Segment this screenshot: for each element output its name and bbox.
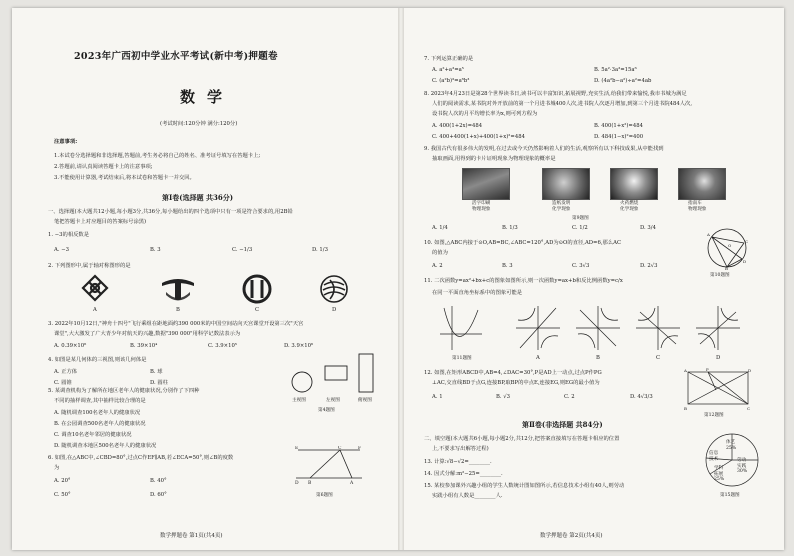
exam-info: (考试时间:120分钟 满分:120分) — [160, 121, 238, 127]
q11-option-a: A — [536, 355, 540, 361]
q5-option-d: D. 随机调查本地区500名老年人的健康状况 — [54, 443, 157, 449]
gunpowder-photo — [610, 168, 658, 200]
exam-title: 2023年广西初中学业水平考试(新中考)押题卷 — [74, 51, 278, 62]
page-footer: 数学押题卷 第2页(共4页) — [540, 533, 603, 539]
svg-text:A: A — [707, 232, 710, 237]
q6-option-b: B. 40° — [150, 478, 167, 484]
q4-option-d: D. 圆柱 — [150, 380, 169, 386]
q7-option-d: D. (4a²b−a²)÷a²=4ab — [594, 78, 652, 84]
page-1 — [12, 8, 398, 550]
q4-option-b: B. 球 — [150, 369, 163, 375]
question-6-stem: 6. 如图,在△ABC中,∠CBD=80°,过点C作EF∥AB,若∠ECA=50°,则∠B的度数 — [48, 455, 234, 461]
svg-text:A: A — [350, 481, 354, 486]
q7-option-a: A. a²+a³=a⁵ — [432, 67, 464, 73]
q11-graph-b — [574, 304, 622, 352]
q4-front-view — [290, 370, 314, 394]
question-4-stem: 4. 如图是某几何体的三视图,则该几何体是 — [48, 357, 147, 363]
q4-option-c: C. 圆锥 — [54, 380, 72, 386]
q2-option-d: D — [332, 307, 337, 313]
q4-view-label: 左视图 — [326, 398, 340, 403]
q11-option-b: B — [596, 355, 600, 361]
q9-option-b: B. 1/3 — [502, 225, 518, 231]
q6-option-c: C. 50° — [54, 492, 71, 498]
answer-blank[interactable]: ________. — [479, 471, 503, 477]
notice-item: 2.答题前,请认真阅读答题卡上的注意事项; — [54, 164, 153, 170]
q11-graph-a — [514, 304, 562, 352]
q5-option-c: C. 调查10名老年邻居的健康状况 — [54, 432, 132, 438]
page-2 — [404, 8, 784, 550]
question-8-line: 人们的阅读需求,某书院对外开放前的第一个月进书城400人次,进书院人次逐月增加,到第三个月进书院484人次, — [432, 101, 693, 107]
question-9-line: 9. 我国古代有很多伟大的发明,在过去或今天仍然影响着人们的生活,观察所有以下科技成果,从中能找到 — [424, 146, 664, 152]
q1-option-b: B. 3 — [150, 247, 161, 253]
q2-option-a: A — [93, 307, 97, 313]
q10-figure-caption: 第10题图 — [710, 273, 730, 278]
svg-text:C: C — [745, 239, 749, 244]
question-1-stem: 1. −3的相反数是 — [48, 232, 90, 238]
section-2-intro: 上,不要求写出解答过程) — [432, 446, 489, 452]
q12-option-d: D. 4√3/3 — [630, 394, 653, 400]
question-13-text: 13. 计算:√8−√2= — [424, 459, 469, 465]
q10-option-d: D. 2√3 — [640, 263, 658, 269]
question-10-line: 的值为 — [432, 250, 448, 256]
section-1-title: 第Ⅰ卷(选择题 共36分) — [162, 193, 234, 202]
svg-text:B: B — [308, 481, 312, 486]
question-6-stem-cont: 为 — [54, 465, 60, 471]
question-3-line: 课堂",大大激发了广大青少年对航天的兴趣,数据"390 000"用科学记数法表示为 — [54, 331, 241, 337]
question-15-tail: 人. — [495, 493, 503, 499]
q5-option-b: B. 在公园调查500名老年人的健康状况 — [54, 421, 146, 427]
pie-label: 学科 拓展 25% — [714, 466, 725, 482]
q3-option-b: B. 39×10⁴ — [130, 343, 158, 349]
q4-option-a: A. 正方体 — [54, 369, 78, 375]
answer-blank[interactable]: ________. — [468, 459, 492, 465]
q6-triangle-figure — [294, 446, 364, 488]
section-2-title: 第Ⅱ卷(非选择题 共84分) — [522, 420, 603, 429]
q11-option-c: C — [656, 355, 661, 361]
question-10-line: 10. 如图,△ABC内接于⊙O,AB=BC,∠ABC=120°,AD为⊙O的直径,AD=6,那么AC — [424, 240, 622, 246]
photo-caption: 活字印刷 物理现象 — [472, 201, 491, 212]
pie-label: 信息 技术 — [709, 451, 719, 462]
q12-rectangle-figure — [684, 368, 752, 410]
question-11-line: 在同一平面直角坐标系中的图象可能是 — [432, 290, 523, 296]
q1-option-d: D. 1/3 — [312, 247, 328, 253]
question-12-line: 12. 如图,在矩形ABCD中,AB=4,∠DAC=30°,P是AD上一动点,过点P作PG — [424, 370, 602, 376]
q12-option-b: B. √3 — [496, 394, 511, 400]
q11-graph-c — [634, 304, 682, 352]
question-8-line: 8. 2023年4月23日是第28个世界读书日,读书可以丰富知识,拓展视野,充实生活,给我们带来愉悦,我市书城为满足 — [424, 91, 687, 97]
q2-option-b: B — [176, 307, 180, 313]
page-footer: 数学押题卷 第1页(共4页) — [160, 533, 223, 539]
telecom-logo-icon — [160, 274, 196, 304]
q12-option-c: C. 2 — [564, 394, 575, 400]
compass-photo — [678, 168, 726, 200]
q11-figure-caption: 第11题图 — [452, 356, 472, 361]
question-7-stem: 7. 下列运算正确的是 — [424, 56, 474, 62]
question-2-stem: 2. 下列图形中,属于轴对称图形的是 — [48, 263, 131, 269]
pie-label: 劳动 实践 30% — [737, 458, 748, 474]
q7-option-c: C. (a²b)³=a⁶b³ — [432, 78, 470, 84]
question-15-line-2 — [432, 493, 503, 500]
q8-option-a: A. 400(1+2x)=484 — [432, 123, 483, 129]
question-15-text: 实践小组有人数是 — [432, 493, 475, 499]
q1-option-c: C. −1/3 — [232, 247, 253, 253]
q6-option-a: A. 20° — [54, 478, 71, 484]
svg-text:D: D — [743, 259, 747, 264]
q10-option-c: C. 3√3 — [572, 263, 590, 269]
svg-text:D: D — [295, 481, 299, 486]
q9-option-a: A. 1/4 — [432, 225, 448, 231]
q4-top-view — [358, 353, 374, 393]
answer-blank[interactable]: ________ — [474, 493, 496, 499]
knot-logo-icon — [78, 274, 112, 304]
q2-option-c: C — [255, 307, 260, 313]
svg-text:B: B — [725, 266, 728, 270]
q6-option-d: D. 60° — [150, 492, 167, 498]
svg-text:P: P — [706, 368, 709, 372]
question-14 — [424, 471, 503, 478]
question-5-line: 不同的抽样调查,其中抽样比较合理的是 — [54, 398, 146, 404]
notice-title: 注意事项: — [54, 139, 78, 145]
q3-option-c: C. 3.9×10⁵ — [208, 343, 237, 349]
q5-option-a: A. 随机调查100名老年人的健康状况 — [54, 410, 141, 416]
q7-option-b: B. 5a²·3a³=15a⁶ — [594, 67, 637, 73]
q9-option-d: D. 3/4 — [640, 225, 656, 231]
q4-view-label: 俯视图 — [358, 398, 372, 403]
question-12-line: ⊥AC,交直线BD于点G,连接BP,取BP的中点E,连接EG,则EG的最小值为 — [432, 380, 600, 386]
svg-text:O: O — [728, 243, 732, 248]
q12-option-a: A. 1 — [432, 394, 443, 400]
section-1-intro: 一、选择题(本大题共12小题,每小题3分,共36分,每小题给出的四个选项中只有一项是符合要求的,用2B铅 — [48, 209, 293, 215]
exam-sheet — [12, 8, 784, 550]
svg-text:A: A — [684, 368, 687, 373]
q15-figure-caption: 第15题图 — [720, 493, 740, 498]
svg-text:E: E — [295, 446, 299, 451]
q4-figure-caption: 第4题图 — [318, 408, 335, 413]
question-5-line: 5. 某调查机构为了解所在地区老年人的健康状况,分别作了下四种 — [48, 388, 200, 394]
q11-graph-d — [694, 304, 742, 352]
q10-option-a: A. 2 — [432, 263, 443, 269]
q10-circle-figure — [704, 226, 750, 270]
q6-figure-caption: 第6题图 — [316, 493, 333, 498]
question-15-line: 15. 某校参加课外兴趣小组的学生人数统计图如图所示,若信息技术小组有40人,则劳动 — [424, 483, 625, 489]
unicom-logo-icon — [240, 274, 274, 304]
papermaking-photo — [542, 168, 590, 200]
photo-caption: 火药燃烧 化学现象 — [620, 201, 639, 212]
q3-option-d: D. 3.9×10⁶ — [284, 343, 314, 349]
section-2-intro: 二、填空题(本大题共6小题,每小题2分,共12分,把答案直接填写在答题卡相应的位置 — [424, 436, 620, 442]
notice-item: 1.本试卷分选择题和非选择题,答题前,考生务必将自己的姓名、准考证号填写在答题卡上; — [54, 153, 261, 159]
svg-text:B: B — [684, 406, 687, 410]
q3-option-a: A. 0.39×10⁶ — [54, 343, 87, 349]
svg-text:C: C — [338, 446, 342, 451]
q11-option-d: D — [716, 355, 721, 361]
svg-text:D: D — [748, 368, 752, 373]
q8-option-c: C. 400+400(1+x)+400(1+x)²=484 — [432, 134, 525, 140]
q12-figure-caption: 第12题图 — [704, 413, 724, 418]
section-1-intro: 笔把答题卡上对应题目的答案标号涂黑) — [54, 219, 147, 225]
question-11-line: 11. 二次函数y=ax²+bx+c的图象如图所示,则一次函数y=ax+b和反比例函数y=c/x — [424, 278, 623, 284]
question-3-line: 3. 2022年10月12日,"神舟十四号"飞行乘组在距地面约390 000米的中国空间站向天宫课堂开设第三次"天宫 — [48, 321, 304, 327]
notice-item: 3.不能使用计算器,考试结束后,将本试卷和答题卡一并交回。 — [54, 175, 195, 181]
q1-option-a: A. −3 — [54, 247, 70, 253]
photo-caption: 造纸发明 化学现象 — [552, 201, 571, 212]
question-8-line: 设书院人次的月平均增长率为x,则可列方程为 — [432, 111, 538, 117]
q4-view-label: 主视图 — [292, 398, 306, 403]
svg-text:F: F — [358, 446, 362, 451]
question-14-text: 14. 因式分解:m²−25= — [424, 471, 480, 477]
q10-option-b: B. 3 — [502, 263, 513, 269]
question-9-line: 抽取画面,用得到的卡片证明现象为物理现象的概率是 — [432, 156, 556, 162]
q9-option-c: C. 1/2 — [572, 225, 588, 231]
q9-figure-caption: 第9题图 — [572, 216, 589, 221]
subject-heading: 数学 — [180, 88, 235, 106]
photo-caption: 指南车 物理现象 — [688, 201, 707, 212]
q8-option-d: D. 484(1−x)²=400 — [594, 134, 644, 140]
q4-side-view — [324, 365, 348, 381]
question-13 — [424, 459, 492, 466]
q11-parabola-graph — [438, 304, 484, 352]
mobile-logo-icon — [318, 274, 350, 304]
pie-label: 体艺 25% — [726, 440, 737, 451]
q8-option-b: B. 400(1+x²)=484 — [594, 123, 643, 129]
printing-photo — [462, 168, 510, 200]
svg-text:C: C — [747, 406, 751, 410]
